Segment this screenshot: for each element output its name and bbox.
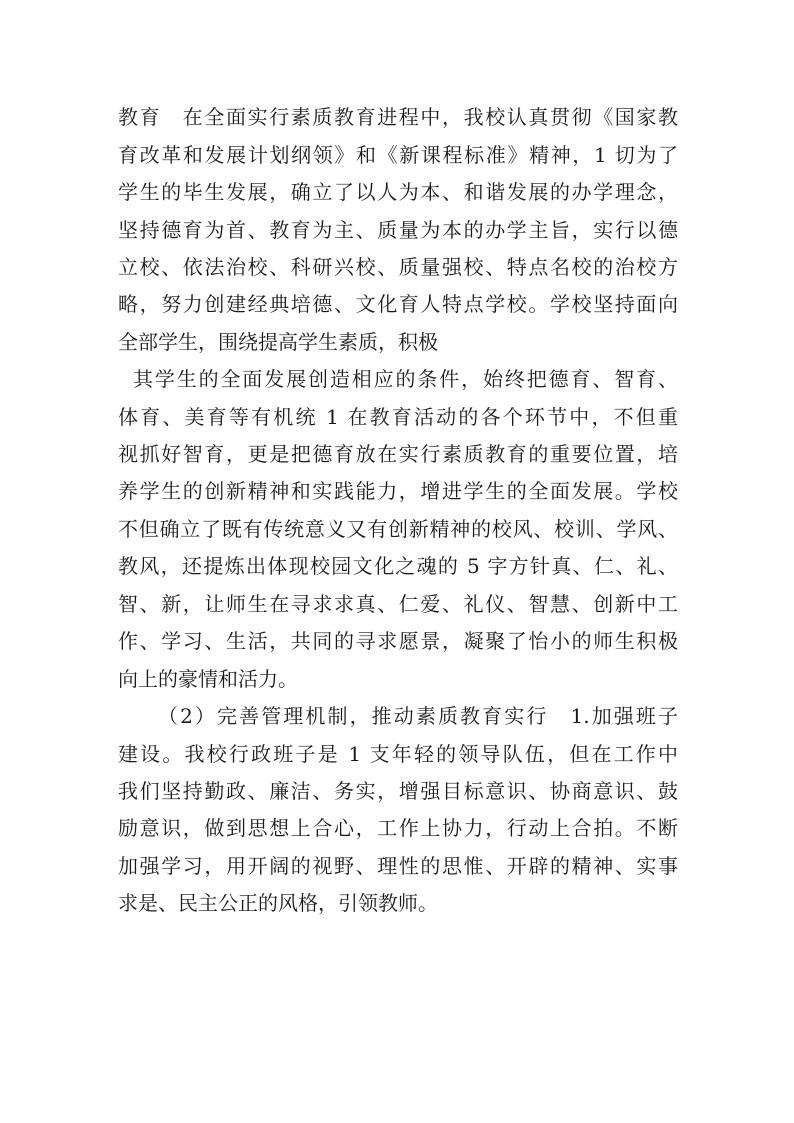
text-line: 求是、民主公正的风格，引领教师。 xyxy=(118,891,438,915)
text-line: 加强学习，用开阔的视野、理性的思惟、开辟的精神、实事 xyxy=(118,854,678,878)
text-line: 体育、美育等有机统 1 在教育活动的各个环节中，不但重 xyxy=(118,405,678,429)
text-line: 建设。我校行政班子是 1 支年轻的领导队伍，但在工作中 xyxy=(118,742,678,766)
text-line: 立校、依法治校、科研兴校、质量强校、特点名校的治校方 xyxy=(118,255,678,279)
text-line: 向上的豪情和活力。 xyxy=(118,667,298,691)
text-line: 坚持德育为首、教育为主、质量为本的办学主旨，实行以德 xyxy=(118,218,678,242)
text-line: 略，努力创建经典培德、文化育人特点学校。学校坚持面向 xyxy=(118,292,678,316)
text-line: 教育 在全面实行素质教育进程中，我校认真贯彻《国家教 xyxy=(118,105,678,129)
text-line: 养学生的创新精神和实践能力，增进学生的全面发展。学校 xyxy=(118,479,678,503)
text-line: 作、学习、生活，共同的寻求愿景，凝聚了怡小的师生积极 xyxy=(118,629,678,653)
text-line: 智、新，让师生在寻求求真、仁爱、礼仪、智慧、创新中工 xyxy=(118,592,678,616)
text-line: 全部学生，围绕提高学生素质，积极 xyxy=(118,330,438,354)
text-line: 励意识，做到思想上合心，工作上协力，行动上合拍。不断 xyxy=(118,816,678,840)
text-line: 视抓好智育，更是把德育放在实行素质教育的重要位置，培 xyxy=(118,442,678,466)
text-line: 我们坚持勤政、廉洁、务实，增强目标意识、协商意识、鼓 xyxy=(118,779,678,803)
text-line: 教风，还提炼出体现校园文化之魂的 5 字方针真、仁、礼、 xyxy=(118,554,678,578)
text-line: 不但确立了既有传统意义又有创新精神的校风、校训、学风、 xyxy=(118,517,678,541)
text-line: 其学生的全面发展创造相应的条件，始终把德育、智育、 xyxy=(133,367,678,391)
text-line: 学生的毕生发展，确立了以人为本、和谐发展的办学理念， xyxy=(118,180,678,204)
section-heading-line: （2）完善管理机制，推动素质教育实行 1.加强班子 xyxy=(158,704,678,728)
text-line: 育改革和发展计划纲领》和《新课程标准》精神，1 切为了 xyxy=(118,143,678,167)
